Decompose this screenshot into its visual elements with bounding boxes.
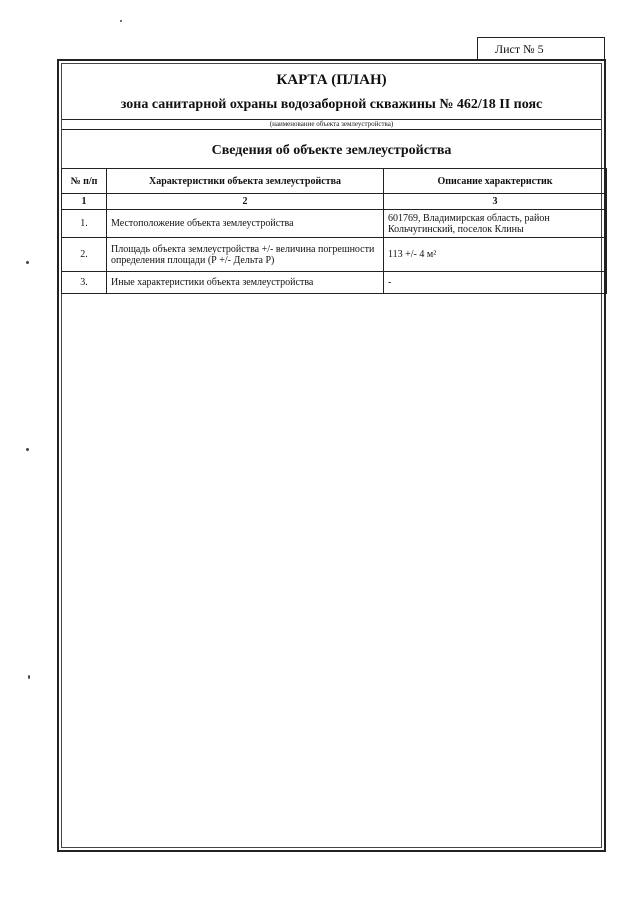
table-row bbox=[62, 210, 607, 238]
row-characteristic: Местоположение объекта землеустройства bbox=[107, 210, 384, 238]
row-characteristic: Иные характеристики объекта землеустройства bbox=[107, 272, 384, 294]
divider-line bbox=[62, 129, 601, 130]
row-number: 1. bbox=[62, 210, 107, 238]
column-number: 2 bbox=[107, 194, 384, 210]
table-row bbox=[62, 238, 607, 272]
column-header-number: № п/п bbox=[62, 169, 107, 194]
table-header-row bbox=[62, 169, 607, 194]
row-description: - bbox=[384, 272, 607, 294]
column-number: 1 bbox=[62, 194, 107, 210]
section-title: Сведения об объекте землеустройства bbox=[211, 143, 452, 158]
characteristics-table bbox=[61, 168, 607, 294]
scan-speck bbox=[26, 261, 29, 264]
column-header-description: Описание характеристик bbox=[384, 169, 607, 194]
scan-speck bbox=[28, 675, 30, 679]
scan-speck bbox=[26, 448, 29, 451]
row-number: 2. bbox=[62, 238, 107, 272]
scan-speck bbox=[120, 20, 122, 22]
sheet-number-label: Лист № 5 bbox=[495, 42, 544, 56]
object-name-caption: (наименование объекта землеустройства) bbox=[269, 120, 394, 128]
row-characteristic: Площадь объекта землеустройства +/- величина погрешности определения площади (Р +/- Дельта Р) bbox=[107, 238, 384, 272]
row-number: 3. bbox=[62, 272, 107, 294]
column-header-characteristics: Характеристики объекта землеустройства bbox=[107, 169, 384, 194]
row-description: 601769, Владимирская область, район Кольчугинский, поселок Клины bbox=[384, 210, 607, 238]
document-frame-inner bbox=[61, 63, 602, 848]
document-title: КАРТА (ПЛАН) bbox=[276, 72, 387, 88]
document-frame bbox=[57, 59, 606, 852]
table-row bbox=[62, 272, 607, 294]
row-description: 113 +/- 4 м² bbox=[384, 238, 607, 272]
column-number: 3 bbox=[384, 194, 607, 210]
document-subtitle: зона санитарной охраны водозаборной скважины № 462/18 II пояс bbox=[120, 97, 543, 112]
sheet-number-box bbox=[477, 37, 605, 61]
column-number-row bbox=[62, 194, 607, 210]
